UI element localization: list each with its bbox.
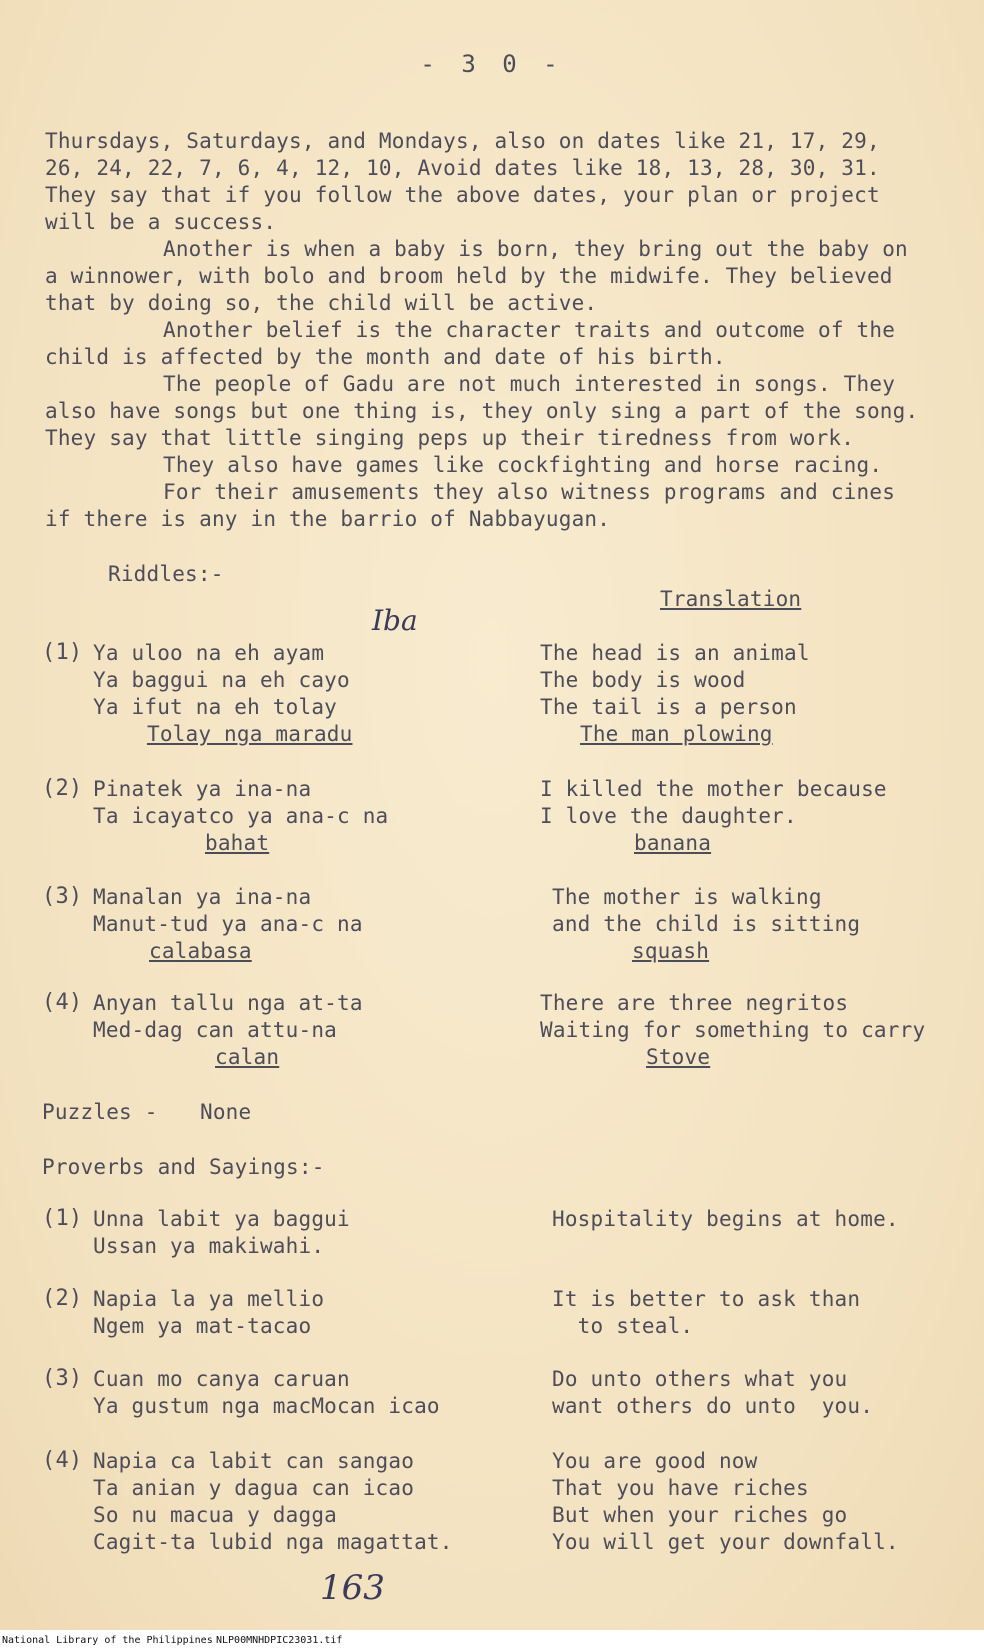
intro-line: will be a success. [45, 210, 277, 234]
riddle-answer: calan [215, 1045, 280, 1069]
riddle-translation [552, 884, 860, 965]
riddle-text [93, 990, 363, 1071]
proverb-line: Ya gustum nga macMocan icao [93, 1394, 440, 1418]
translation-line: The body is wood [540, 668, 746, 692]
riddle-number: (2) [42, 776, 83, 801]
riddle-translation [540, 776, 887, 857]
proverbs-heading: Proverbs and Sayings:- [42, 1155, 325, 1179]
intro-line: 26, 24, 22, 7, 6, 4, 12, 10, Avoid dates like 18, 13, 28, 30, 31. [45, 156, 880, 180]
translation-line: The head is an animal [540, 641, 810, 665]
riddle-translation [540, 640, 810, 748]
riddle-line: Anyan tallu nga at-ta [93, 991, 363, 1015]
translation-line: Waiting for something to carry [540, 1018, 926, 1042]
handwritten-note: Iba [372, 604, 418, 637]
proverb-text [93, 1448, 453, 1556]
riddle-text [93, 776, 388, 857]
translation-answer: Stove [646, 1045, 711, 1069]
riddle-line: Ya baggui na eh cayo [93, 668, 350, 692]
intro-line: also have songs but one thing is, they only sing a part of the song. [45, 399, 919, 423]
intro-line: Thursdays, Saturdays, and Mondays, also on dates like 21, 17, 29, [45, 129, 880, 153]
intro-line: They say that if you follow the above dates, your plan or project [45, 183, 880, 207]
footer-filename: NLP00MNHDPIC23031.tif [216, 1635, 343, 1646]
proverb-line: So nu macua y dagga [93, 1503, 338, 1527]
riddle-line: Ta icayatco ya ana-c na [93, 804, 389, 828]
riddle-answer: Tolay nga maradu [147, 722, 353, 746]
proverb-text [93, 1366, 440, 1420]
riddle-line: Ya uloo na eh ayam [93, 641, 325, 665]
translation-line: I killed the mother because [540, 777, 887, 801]
translation-line: The mother is walking [552, 885, 822, 909]
translation-line: Hospitality begins at home. [552, 1207, 899, 1231]
proverb-line: Ta anian y dagua can icao [93, 1476, 415, 1500]
translation-line: want others do unto you. [552, 1394, 874, 1418]
riddle-answer: bahat [205, 831, 270, 855]
puzzles-value: None [200, 1100, 252, 1124]
proverb-line: Cagit-ta lubid nga magattat. [93, 1530, 453, 1554]
riddle-line: Manut-tud ya ana-c na [93, 912, 363, 936]
riddle-answer: calabasa [149, 939, 252, 963]
riddle-number: (3) [42, 884, 83, 909]
riddle-line: Med-dag can attu-na [93, 1018, 338, 1042]
translation-line: to steal. [552, 1314, 694, 1338]
translation-line: You are good now [552, 1449, 758, 1473]
scan-footer [0, 1630, 984, 1650]
riddle-text [93, 884, 363, 965]
riddles-heading: Riddles:- [108, 562, 224, 586]
translation-line: It is better to ask than [552, 1287, 861, 1311]
intro-line: The people of Gadu are not much interested in songs. They [163, 372, 896, 396]
proverb-text [93, 1286, 324, 1340]
intro-line: if there is any in the barrio of Nabbayugan. [45, 507, 611, 531]
proverb-line: Napia la ya mellio [93, 1287, 325, 1311]
translation-line: There are three negritos [540, 991, 849, 1015]
riddle-line: Pinatek ya ina-na [93, 777, 312, 801]
proverb-line: Ussan ya makiwahi. [93, 1234, 325, 1258]
proverb-line: Ngem ya mat-tacao [93, 1314, 312, 1338]
footer-library: National Library of the Philippines [2, 1635, 213, 1646]
translation-line: But when your riches go [552, 1503, 848, 1527]
proverb-translation [552, 1286, 860, 1340]
proverb-number: (1) [42, 1206, 83, 1231]
translation-line: The tail is a person [540, 695, 797, 719]
intro-line: that by doing so, the child will be active. [45, 291, 598, 315]
intro-line: Another belief is the character traits and outcome of the [163, 318, 896, 342]
riddle-text [93, 640, 353, 748]
puzzles-heading: Puzzles - [42, 1100, 158, 1124]
translation-line: I love the daughter. [540, 804, 797, 828]
translation-line: You will get your downfall. [552, 1530, 899, 1554]
intro-line: For their amusements they also witness programs and cines [163, 480, 896, 504]
translation-answer: The man plowing [580, 722, 773, 746]
handwritten-page-number: 163 [320, 1568, 385, 1608]
intro-line: They say that little singing peps up their tiredness from work. [45, 426, 855, 450]
translation-line: Do unto others what you [552, 1367, 848, 1391]
riddle-number: (4) [42, 990, 83, 1015]
proverb-translation [552, 1366, 873, 1420]
proverb-number: (4) [42, 1448, 83, 1473]
page-number: - 3 0 - [420, 50, 564, 78]
intro-paragraph [45, 128, 955, 533]
riddle-number: (1) [42, 640, 83, 665]
intro-line: a winnower, with bolo and broom held by the midwife. They believed [45, 264, 893, 288]
intro-line: child is affected by the month and date of his birth. [45, 345, 726, 369]
translation-line: and the child is sitting [552, 912, 861, 936]
riddle-translation [540, 990, 925, 1071]
intro-line: Another is when a baby is born, they bring out the baby on [163, 237, 908, 261]
riddle-line: Manalan ya ina-na [93, 885, 312, 909]
proverb-line: Cuan mo canya caruan [93, 1367, 350, 1391]
proverb-line: Napia ca labit can sangao [93, 1449, 415, 1473]
translation-heading: Translation [660, 587, 802, 611]
proverb-line: Unna labit ya baggui [93, 1207, 350, 1231]
proverb-number: (2) [42, 1286, 83, 1311]
proverb-translation [552, 1448, 899, 1556]
proverb-text [93, 1206, 350, 1260]
proverb-number: (3) [42, 1366, 83, 1391]
riddle-line: Ya ifut na eh tolay [93, 695, 338, 719]
translation-answer: squash [632, 939, 710, 963]
proverb-translation [552, 1206, 899, 1233]
translation-line: That you have riches [552, 1476, 809, 1500]
translation-answer: banana [634, 831, 712, 855]
intro-line: They also have games like cockfighting and horse racing. [163, 453, 883, 477]
